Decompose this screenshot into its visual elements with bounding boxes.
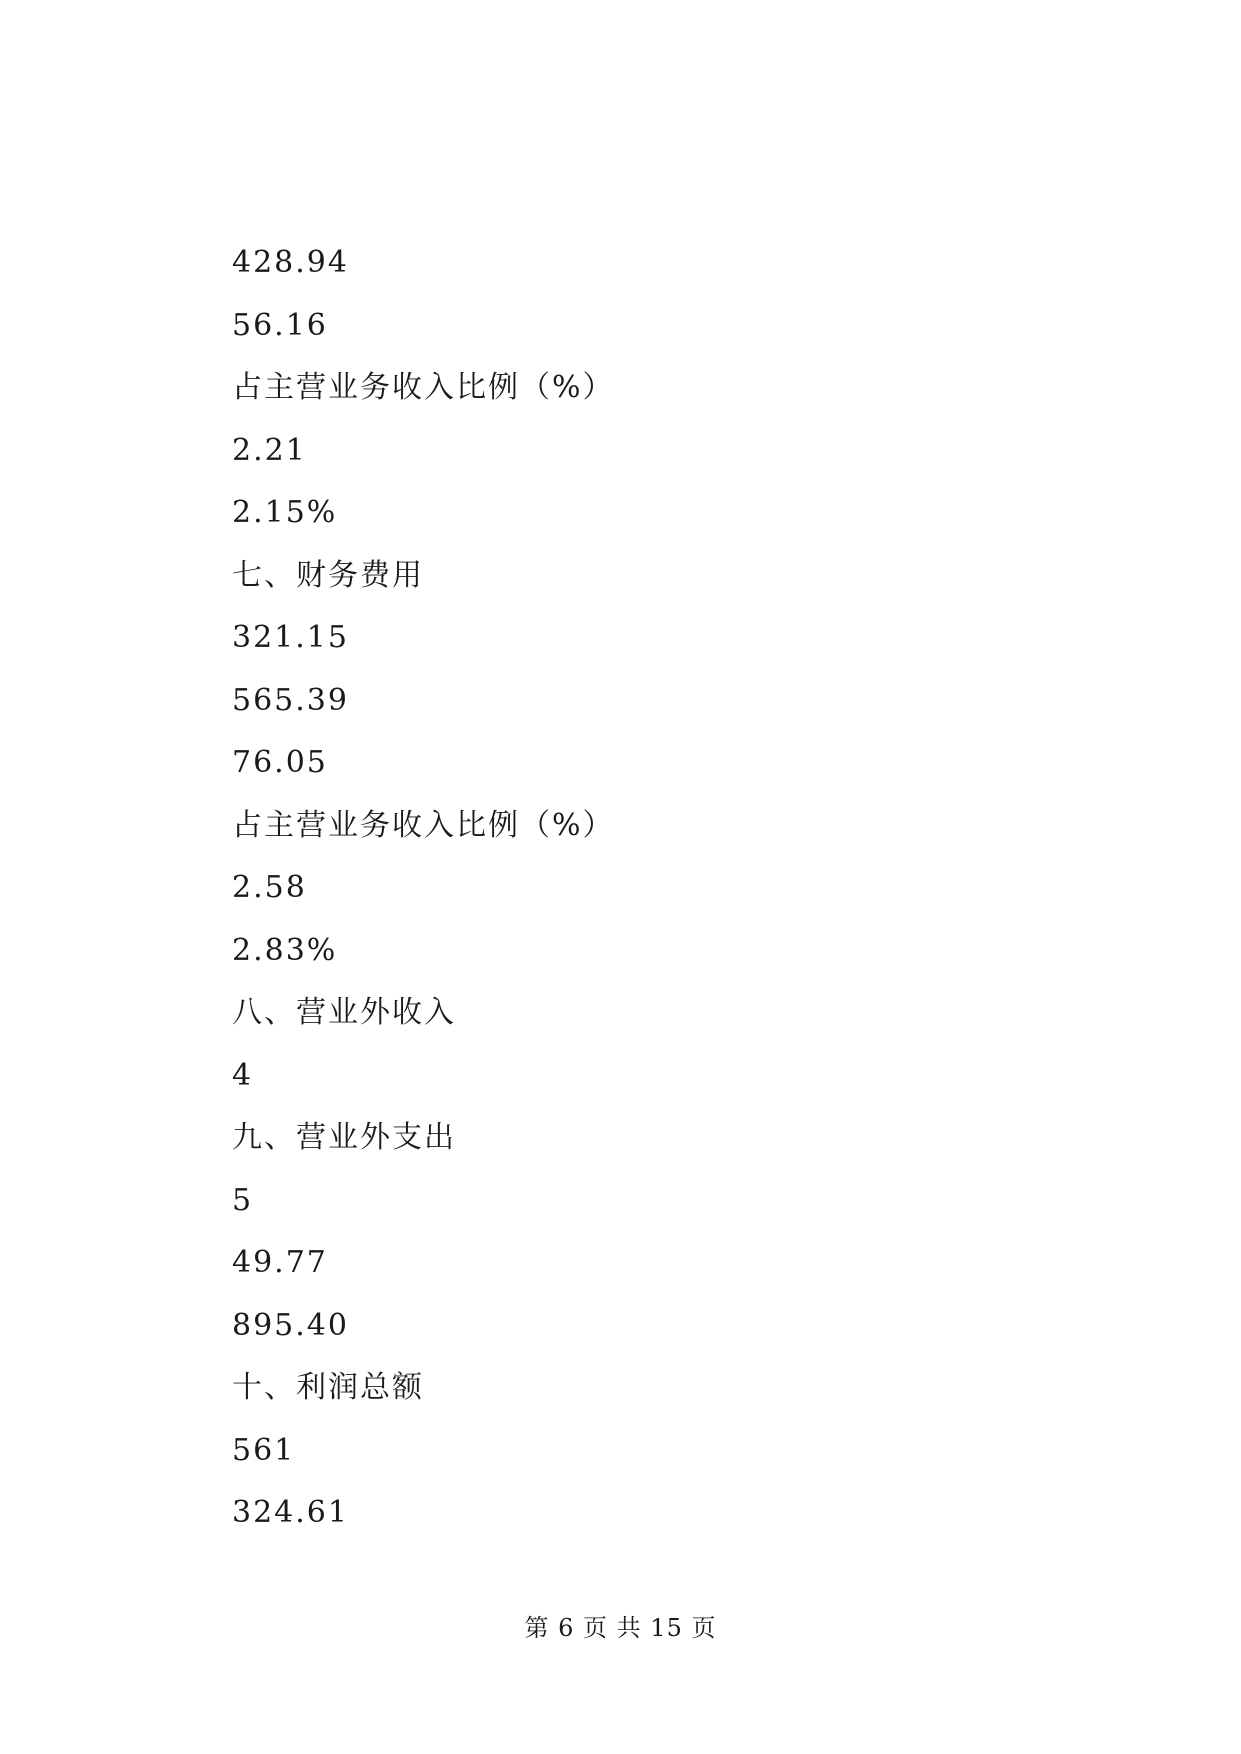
text-line: 5 xyxy=(232,1182,254,1218)
text-line: 565.39 xyxy=(232,682,349,718)
text-line: 321.15 xyxy=(232,620,349,655)
text-line: 56.16 xyxy=(232,307,328,343)
text-line: 占主营业务收入比例（%） xyxy=(232,807,615,843)
text-line: 76.05 xyxy=(232,745,328,780)
text-line: 2.58 xyxy=(232,870,307,905)
page-number-footer: 第 6 页 共 15 页 xyxy=(524,1614,717,1642)
text-line: 2.15% xyxy=(232,495,338,530)
text-line: 895.40 xyxy=(232,1307,349,1343)
text-line: 4 xyxy=(232,1057,254,1093)
text-line: 49.77 xyxy=(232,1245,328,1280)
section-heading: 九、营业外支出 xyxy=(232,1120,456,1155)
text-line: 占主营业务收入比例（%） xyxy=(232,370,615,405)
section-heading: 七、财务费用 xyxy=(232,557,424,593)
text-line: 324.61 xyxy=(232,1495,349,1530)
text-line: 561 xyxy=(232,1432,296,1468)
section-heading: 八、营业外收入 xyxy=(232,995,456,1030)
text-line: 2.21 xyxy=(232,432,307,468)
text-line: 428.94 xyxy=(232,245,349,280)
section-heading: 十、利润总额 xyxy=(232,1370,424,1405)
text-line: 2.83% xyxy=(232,932,338,968)
document-body xyxy=(232,232,1052,1545)
